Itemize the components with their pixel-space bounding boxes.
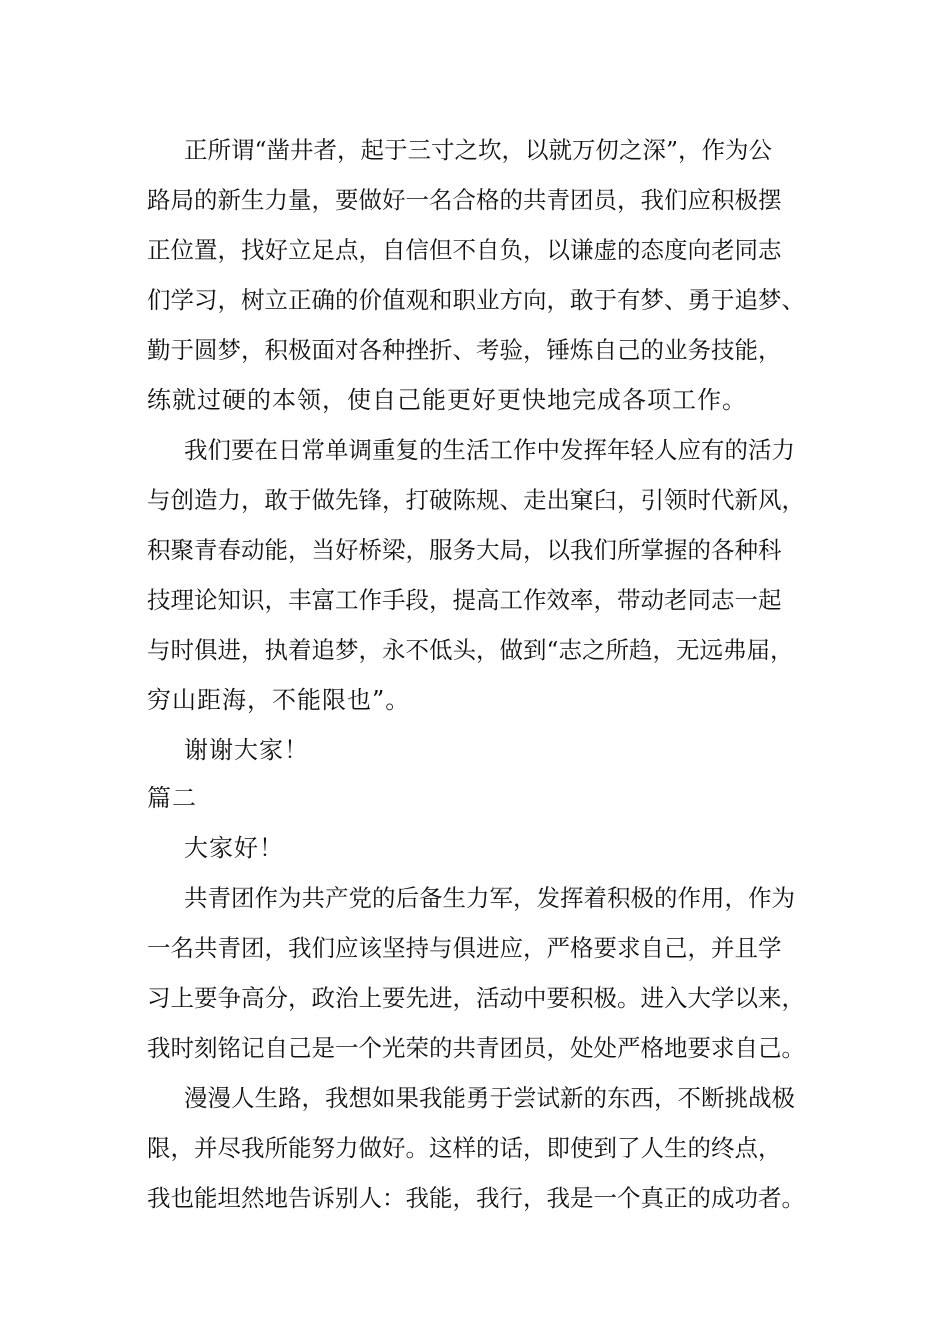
paragraph-1-line-5: 勤于圆梦，积极面对各种挫折、考验，锤炼自己的业务技能，: [147, 336, 782, 364]
paragraph-1-line-3: 正位置，找好立足点，自信但不自负，以谦虚的态度向老同志: [147, 236, 782, 264]
paragraph-2-line-4: 技理论知识，丰富工作手段，提高工作效率，带动老同志一起: [147, 586, 782, 614]
paragraph-2-line-5: 与时俱进，执着追梦，永不低头，做到“志之所趋，无远弗届，: [147, 636, 794, 664]
paragraph-3-line-2: 一名共青团，我们应该坚持与俱进应，严格要求自己，并且学: [147, 934, 782, 962]
paragraph-2-line-1: 我们要在日常单调重复的生活工作中发挥年轻人应有的活力: [184, 436, 795, 464]
paragraph-4-line-2: 限，并尽我所能努力做好。这样的话，即使到了人生的终点，: [147, 1134, 782, 1162]
paragraph-3-line-3: 习上要争高分，政治上要先进，活动中要积极。进入大学以来，: [147, 984, 805, 1012]
paragraph-3-line-4: 我时刻铭记自己是一个光荣的共青团员，处处严格地要求自己。: [147, 1034, 805, 1062]
closing-thanks: 谢谢大家！: [184, 736, 309, 764]
section-heading: 篇二: [147, 784, 197, 812]
paragraph-4-line-3: 我也能坦然地告诉别人：我能，我行，我是一个真正的成功者。: [147, 1184, 805, 1212]
paragraph-2-line-6: 穷山距海，不能限也”。: [147, 686, 411, 714]
paragraph-4-line-1: 漫漫人生路，我想如果我能勇于尝试新的东西，不断挑战极: [184, 1084, 795, 1112]
greeting: 大家好！: [184, 834, 284, 862]
paragraph-2-line-2: 与创造力，敢于做先锋，打破陈规、走出窠臼，引领时代新风，: [147, 486, 805, 514]
paragraph-1-line-6: 练就过硬的本领，使自己能更好更快地完成各项工作。: [147, 386, 747, 414]
paragraph-3-line-1: 共青团作为共产党的后备生力军，发挥着积极的作用，作为: [184, 884, 795, 912]
paragraph-1-line-2: 路局的新生力量，要做好一名合格的共青团员，我们应积极摆: [147, 186, 782, 214]
paragraph-2-line-3: 积聚青春动能，当好桥梁，服务大局，以我们所掌握的各种科: [147, 536, 782, 564]
paragraph-1-line-4: 们学习，树立正确的价值观和职业方向，敢于有梦、勇于追梦、: [147, 286, 805, 314]
paragraph-1-line-1: 正所谓“凿井者，起于三寸之坎，以就万仞之深”，作为公: [184, 136, 773, 164]
